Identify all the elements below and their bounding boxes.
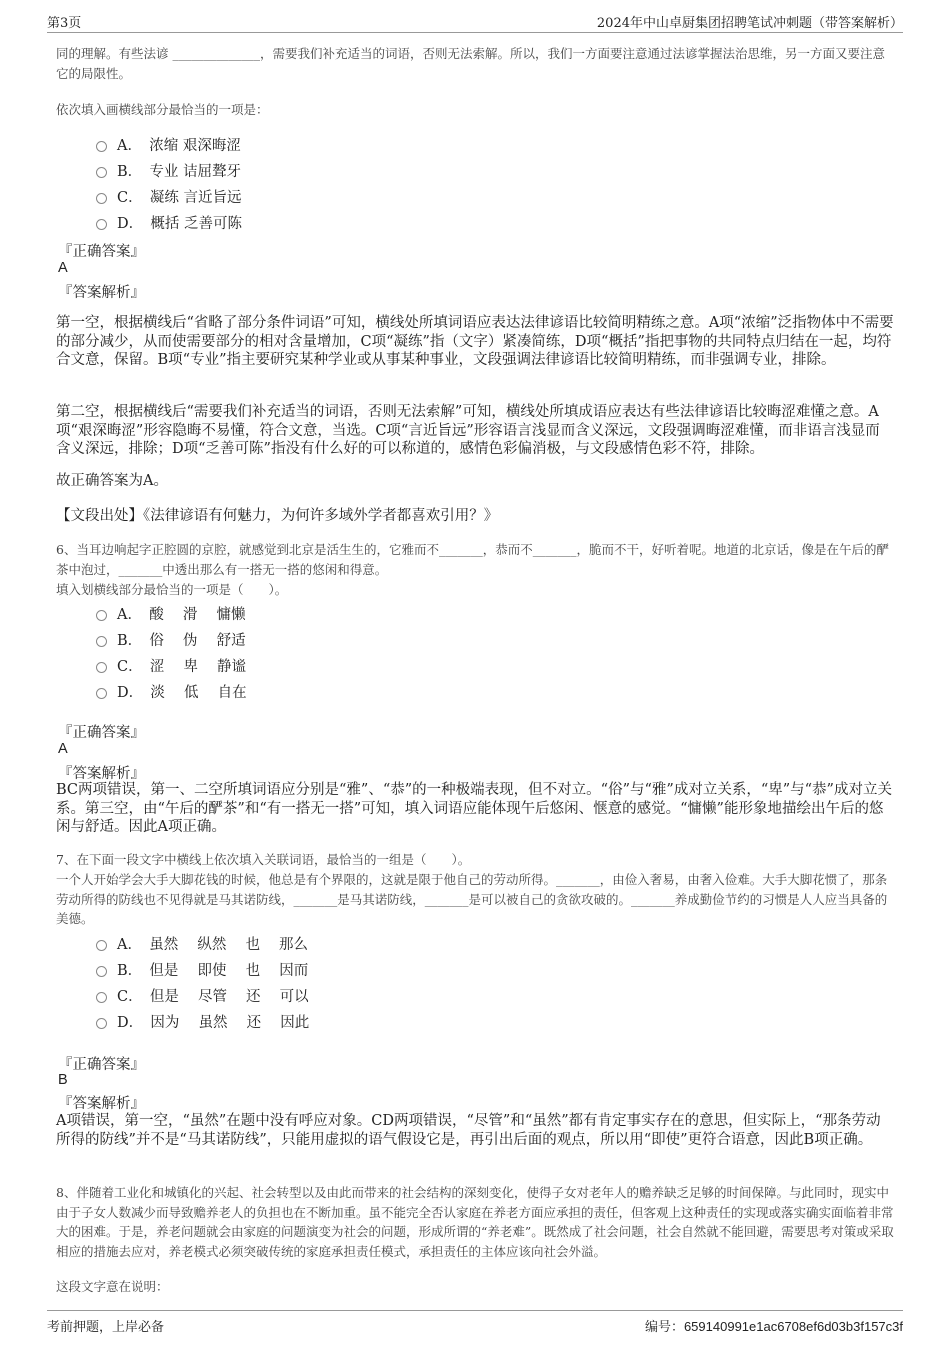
q6-answer-label: 『正确答案』 — [58, 725, 145, 741]
q5-prompt: 依次填入画横线部分最恰当的一项是： — [56, 102, 269, 117]
q5-analysis-conclusion: 故正确答案为A。 — [56, 473, 168, 489]
radio-icon[interactable] — [96, 219, 107, 230]
q7-option-c[interactable]: C． 但是 尽管 还 可以 — [96, 982, 309, 1008]
q7-stem: 7、在下面一段文字中横线上依次填入关联词语，最恰当的一组是（ ）。 — [56, 852, 471, 867]
q7-option-a[interactable]: A． 虽然 纵然 也 那么 — [96, 930, 309, 956]
document-id: 编号：659140991e1ac6708ef6d03b3f157c3f — [644, 1319, 903, 1334]
q6-stem: 6、当耳边响起字正腔圆的京腔，就感觉到北京是活生生的，它雅而不_______，恭而不_______，脆而不干，好听着呢。地道的北京话，像是在午后的酽茶中泡过，_______中透出那么有一搭无一搭的悠闲和得意。 — [56, 542, 889, 577]
q7-answer-label: 『正确答案』 — [58, 1057, 145, 1073]
q5-analysis-paragraph-2: 第二空，根据横线后“需要我们补充适当的词语，否则无法索解”可知，横线处所填成语应表达有些法律谚语比较晦涩难懂之意。A项“艰深晦涩”形容隐晦不易懂，符合文意，当选。C项“言近旨远”形容语言浅显而含义深远，文段强调晦涩难懂，而非语言浅显而含义深远，排除；D项“乏善可陈”指没有什么好的可以称道的，感情色彩偏消极，与文段感情色彩不符，排除。 — [56, 404, 880, 457]
radio-icon[interactable] — [96, 688, 107, 699]
radio-icon[interactable] — [96, 636, 107, 647]
q5-answer-label: 『正确答案』 — [58, 244, 145, 260]
q5-analysis-label: 『答案解析』 — [58, 285, 145, 301]
q6-answer: A — [58, 741, 68, 757]
radio-icon[interactable] — [96, 1018, 107, 1029]
q7-option-b[interactable]: B． 但是 即使 也 因而 — [96, 956, 309, 982]
q6-analysis-label: 『答案解析』 — [58, 766, 145, 782]
q8-prompt: 这段文字意在说明： — [56, 1279, 169, 1294]
q6-options — [96, 600, 247, 704]
q5-passage-tail: 同的理解。有些法谚 ______________，需要我们补充适当的词语，否则无法索解。所以，我们一方面要注意通过法谚掌握法治思维，另一方面又要注意它的局限性。 — [56, 46, 885, 81]
q6-option-c[interactable]: C． 涩 卑 静谧 — [96, 652, 247, 678]
radio-icon[interactable] — [96, 662, 107, 673]
radio-icon[interactable] — [96, 167, 107, 178]
q6-option-a[interactable]: A． 酸 滑 慵懒 — [96, 600, 247, 626]
q5-options — [96, 131, 242, 235]
q7-analysis-label: 『答案解析』 — [58, 1096, 145, 1112]
page-footer — [47, 1310, 903, 1337]
q5-source: 【文段出处】《法律谚语有何魅力，为何许多域外学者都喜欢引用？》 — [56, 508, 499, 524]
q5-option-d[interactable]: D． 概括 乏善可陈 — [96, 209, 242, 235]
radio-icon[interactable] — [96, 940, 107, 951]
q6-option-d[interactable]: D． 淡 低 自在 — [96, 678, 247, 704]
q6-analysis: BC两项错误，第一、二空所填词语应分别是“雅”、“恭”的一种极端表现，但不对立。“俗”与“雅”成对立关系，“卑”与“恭”成对立关系。第三空，由“午后的酽茶”和“有一搭无一搭”可知，填入词语应能体现午后悠闲、惬意的感觉。“慵懒”能形象地描绘出午后的悠闲与舒适。因此A项正确。 — [56, 782, 892, 835]
q8-stem: 8、伴随着工业化和城镇化的兴起、社会转型以及由此而带来的社会结构的深刻变化，使得子女对老年人的赡养缺乏足够的时间保障。与此同时，现实中由于子女人数减少而导致赡养老人的负担也在不断加重。虽不能完全否认家庭在养老方面应承担的责任，但客观上这种责任的实现或落实确实面临着非常大的困难。于是，养老问题就会由家庭的问题演变为社会的问题，形成所谓的“养老难”。既然成了社会问题，社会自然就不能回避，需要思考对策或采取相应的措施去应对，养老模式必须突破传统的家庭承担责任模式，承担责任的主体应该向社会外溢。 — [56, 1185, 894, 1259]
radio-icon[interactable] — [96, 141, 107, 152]
q7-passage: 一个人开始学会大手大脚花钱的时候，他总是有个界限的，这就是限于他自己的劳动所得。_______，由俭入奢易，由奢入俭难。大手大脚花惯了，那条劳动所得的防线也不见得就是马其诺防线，_______是马其诺防线，_______是可以被自己的贪欲攻破的。_______养成勤俭节约的习惯是人人应当具备的美德。 — [56, 872, 888, 926]
q5-option-a[interactable]: A． 浓缩 艰深晦涩 — [96, 131, 242, 157]
q5-answer: A — [58, 260, 68, 276]
q5-option-b[interactable]: B． 专业 诘屈聱牙 — [96, 157, 242, 183]
q7-analysis: A项错误，第一空，“虽然”在题中没有呼应对象。CD两项错误，“尽管”和“虽然”都有肯定事实存在的意思，但实际上，“那条劳动所得的防线”并不是“马其诺防线”，只能用虚拟的语气假设它是，再引出后面的观点，所以用“即使”更符合语意，因此B项正确。 — [56, 1113, 881, 1148]
radio-icon[interactable] — [96, 610, 107, 621]
q6-option-b[interactable]: B． 俗 伪 舒适 — [96, 626, 247, 652]
q5-analysis-paragraph-1: 第一空，根据横线后“省略了部分条件词语”可知，横线处所填词语应表达法律谚语比较简明精练之意。A项“浓缩”泛指物体中不需要的部分减少，从而使需要部分的相对含量增加，C项“凝练”指（文字）紧凑简练，D项“概括”指把事物的共同特点归结在一起，均符合文意，保留。B项“专业”指主要研究某种学业或从事某种事业，文段强调法律谚语比较简明精练，而非强调专业，排除。 — [56, 315, 894, 368]
radio-icon[interactable] — [96, 992, 107, 1003]
radio-icon[interactable] — [96, 193, 107, 204]
footer-slogan: 考前押题，上岸必备 — [47, 1320, 165, 1335]
document-title: 2024年中山卓厨集团招聘笔试冲刺题（带答案解析） — [596, 16, 903, 31]
q7-option-d[interactable]: D． 因为 虽然 还 因此 — [96, 1008, 309, 1034]
q6-prompt: 填入划横线部分最恰当的一项是（ ）。 — [56, 582, 288, 597]
page-header — [47, 10, 903, 33]
radio-icon[interactable] — [96, 966, 107, 977]
page-number: 第3页 — [47, 16, 82, 31]
q5-option-c[interactable]: C． 凝练 言近旨远 — [96, 183, 242, 209]
q7-answer: B — [58, 1072, 68, 1088]
q7-options — [96, 930, 309, 1034]
